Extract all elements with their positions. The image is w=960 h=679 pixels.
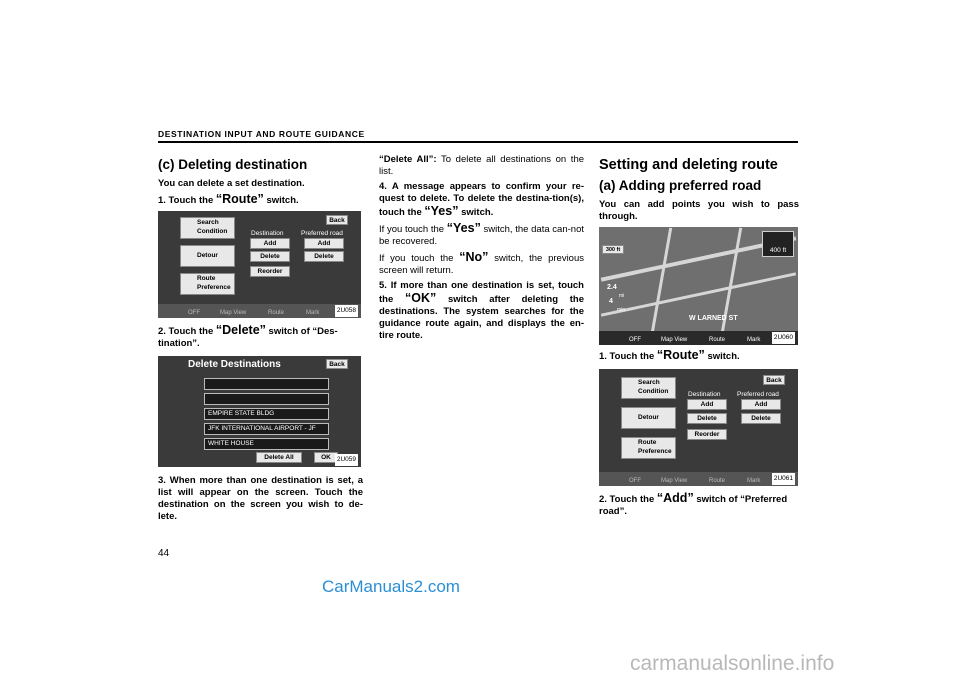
destination-add-button[interactable]: Add	[687, 399, 727, 410]
bottom-toolbar: OFF Map View Route Mark	[599, 472, 798, 486]
destination-delete-button[interactable]: Delete	[687, 413, 727, 424]
figure-code: 2U060	[772, 332, 795, 344]
destination-label: Destination	[688, 391, 721, 398]
route-preference-button[interactable]: Route Preference	[180, 273, 235, 295]
preferred-add-button[interactable]: Add	[304, 238, 344, 249]
step-2: 2. Touch the “Delete” switch of “Des-tination”.	[158, 323, 338, 349]
step-1: 1. Touch the “Route” switch.	[599, 348, 740, 362]
destination-label: Destination	[251, 230, 284, 237]
reorder-button[interactable]: Reorder	[687, 429, 727, 440]
destination-entry-2[interactable]: JFK INTERNATIONAL AIRPORT - JF	[204, 423, 329, 435]
step-2: 2. Touch the “Add” switch of “Preferred road”.	[599, 491, 788, 517]
route-menu-screenshot	[158, 211, 361, 318]
bottom-toolbar: OFF Map View Route Mark	[158, 304, 361, 318]
search-condition-button[interactable]: Search Condition	[621, 377, 676, 399]
step-3: 3. When more than one destination is set, a list will appear on the screen. Touch the destination on the screen you wish to de-lete.	[158, 475, 363, 522]
header-rule	[158, 141, 798, 143]
preferred-road-label: Preferred road	[737, 391, 779, 398]
back-button[interactable]: Back	[763, 375, 785, 385]
watermark-text: carmanualsonline.info	[630, 652, 835, 675]
step-4: 4. A message appears to confirm your re-quest to delete. To delete the destina-tion(s), touch the “Yes” switch.	[379, 181, 584, 218]
preferred-add-button[interactable]: Add	[741, 399, 781, 410]
delete-all-button[interactable]: Delete All	[256, 452, 302, 463]
screen-title: Delete Destinations	[188, 359, 281, 370]
detour-button[interactable]: Detour	[180, 245, 235, 267]
yes-note: If you touch the “Yes” switch, the data can-not be recovered.	[379, 221, 584, 247]
figure-code: 2U061	[772, 473, 795, 485]
route-menu-screenshot	[599, 369, 798, 486]
intro-text: You can add points you wish to pass through.	[599, 199, 799, 222]
route-preference-button[interactable]: Route Preference	[621, 437, 676, 459]
subsection-heading: (a) Adding preferred road	[599, 178, 762, 193]
preferred-delete-button[interactable]: Delete	[741, 413, 781, 424]
destination-add-button[interactable]: Add	[250, 238, 290, 249]
page-number: 44	[158, 548, 170, 559]
delete-destinations-screenshot	[158, 356, 361, 467]
step-5: 5. If more than one destination is set, touch the “OK” switch after deleting the destinations. The system searches for the guidance route again, and displays the en-tire route.	[379, 280, 584, 341]
map-street	[601, 272, 796, 316]
back-button[interactable]: Back	[326, 359, 348, 369]
section-heading: (c) Deleting destination	[158, 157, 308, 172]
figure-code: 2U059	[335, 454, 358, 466]
intro-text: You can delete a set destination.	[158, 178, 305, 189]
destination-slot-empty[interactable]	[204, 378, 329, 390]
reorder-button[interactable]: Reorder	[250, 266, 290, 277]
step-1: 1. Touch the “Route” switch.	[158, 192, 299, 206]
watermark-link[interactable]: CarManuals2.com	[322, 577, 460, 596]
column-left	[158, 154, 363, 526]
preferred-road-label: Preferred road	[301, 230, 343, 237]
info-distance: 2.4	[607, 284, 617, 291]
bottom-toolbar: OFF Map View Route Mark	[599, 331, 798, 345]
search-condition-button[interactable]: Search Condition	[180, 217, 235, 239]
back-button[interactable]: Back	[326, 215, 348, 225]
delete-all-note: “Delete All”: To delete all destinations on the list.	[379, 154, 585, 177]
detour-button[interactable]: Detour	[621, 407, 676, 429]
section-header: DESTINATION INPUT AND ROUTE GUIDANCE	[158, 129, 365, 139]
map-street	[649, 228, 672, 345]
info-time: 4	[609, 298, 613, 305]
scale-indicator[interactable]: 300 ft	[602, 245, 624, 254]
destination-entry-1[interactable]: EMPIRE STATE BLDG	[204, 408, 329, 420]
no-note: If you touch the “No” switch, the previous screen will return.	[379, 250, 584, 276]
column-right	[599, 154, 799, 521]
info-unit: mi	[619, 293, 625, 299]
street-name: W LARNED ST	[689, 315, 738, 322]
destination-entry-3[interactable]: WHITE HOUSE	[204, 438, 329, 450]
destination-slot-empty[interactable]	[204, 393, 329, 405]
section-title: Setting and deleting route	[599, 157, 778, 173]
destination-delete-button[interactable]: Delete	[250, 251, 290, 262]
info-min: min	[617, 307, 626, 313]
map-screenshot	[599, 227, 798, 345]
preferred-delete-button[interactable]: Delete	[304, 251, 344, 262]
ok-button[interactable]: OK	[314, 452, 338, 463]
turn-distance: 400 ft	[762, 231, 794, 257]
figure-code: 2U058	[335, 305, 358, 317]
column-middle	[379, 154, 584, 345]
